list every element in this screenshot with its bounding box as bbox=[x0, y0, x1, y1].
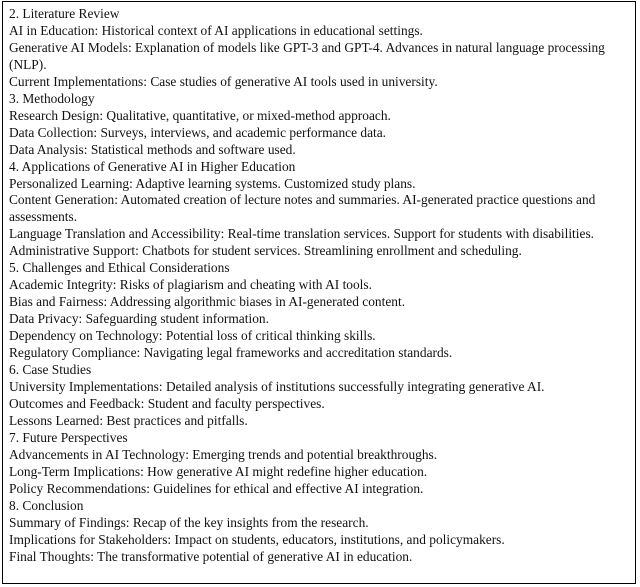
section-heading: 7. Future Perspectives bbox=[9, 429, 128, 445]
outline-item: Current Implementations: Case studies of generative AI tools used in university. bbox=[9, 73, 438, 89]
section-heading: 5. Challenges and Ethical Considerations bbox=[9, 260, 230, 276]
outline-item: AI in Education: Historical context of AI applications in educational settings. bbox=[9, 22, 423, 38]
section-heading: 8. Conclusion bbox=[9, 497, 84, 513]
section-heading: 6. Case Studies bbox=[9, 362, 92, 378]
outline-item: Policy Recommendations: Guidelines for ethical and effective AI integration. bbox=[9, 480, 424, 496]
outline-item: Language Translation and Accessibility: Real-time translation services. Support for students with disabilities. bbox=[9, 226, 595, 242]
outline-item: Regulatory Compliance: Navigating legal frameworks and accreditation standards. bbox=[9, 345, 453, 361]
outline-item: Bias and Fairness: Addressing algorithmic biases in AI-generated content. bbox=[9, 294, 406, 310]
outline-item: Content Generation: Automated creation of lecture notes and summaries. AI-generated practice questions and assessments. bbox=[9, 192, 596, 225]
outline-item: Research Design: Qualitative, quantitative, or mixed-method approach. bbox=[9, 107, 391, 123]
outline-item: Data Collection: Surveys, interviews, and academic performance data. bbox=[9, 124, 387, 140]
outline-item: Data Analysis: Statistical methods and software used. bbox=[9, 141, 296, 157]
outline-item: Final Thoughts: The transformative potential of generative AI in education. bbox=[9, 548, 413, 564]
section-heading: 3. Methodology bbox=[9, 90, 95, 106]
outline-item: Implications for Stakeholders: Impact on students, educators, institutions, and policymakers. bbox=[9, 531, 505, 547]
outline-item: Academic Integrity: Risks of plagiarism and cheating with AI tools. bbox=[9, 277, 372, 293]
section-heading: 4. Applications of Generative AI in Higher Education bbox=[9, 158, 296, 174]
outline-item: Administrative Support: Chatbots for student services. Streamlining enrollment and scheduling. bbox=[9, 243, 522, 259]
section-heading: 2. Literature Review bbox=[9, 6, 120, 21]
outline-item: Long-Term Implications: How generative AI might redefine higher education. bbox=[9, 463, 428, 479]
outline-item: Generative AI Models: Explanation of models like GPT-3 and GPT-4. Advances in natural language processing (NLP). bbox=[9, 39, 605, 72]
outline-item: Outcomes and Feedback: Student and faculty perspectives. bbox=[9, 395, 325, 411]
outline-item: University Implementations: Detailed analysis of institutions successfully integrating generative AI. bbox=[9, 378, 545, 394]
outline-item: Personalized Learning: Adaptive learning systems. Customized study plans. bbox=[9, 175, 416, 191]
outline-item: Summary of Findings: Recap of the key insights from the research. bbox=[9, 514, 369, 530]
outline-item: Lessons Learned: Best practices and pitfalls. bbox=[9, 412, 248, 428]
outline-document bbox=[2, 1, 636, 584]
outline-item: Dependency on Technology: Potential loss of critical thinking skills. bbox=[9, 328, 376, 344]
outline-item: Data Privacy: Safeguarding student information. bbox=[9, 311, 269, 327]
outline-item: Advancements in AI Technology: Emerging trends and potential breakthroughs. bbox=[9, 446, 438, 462]
